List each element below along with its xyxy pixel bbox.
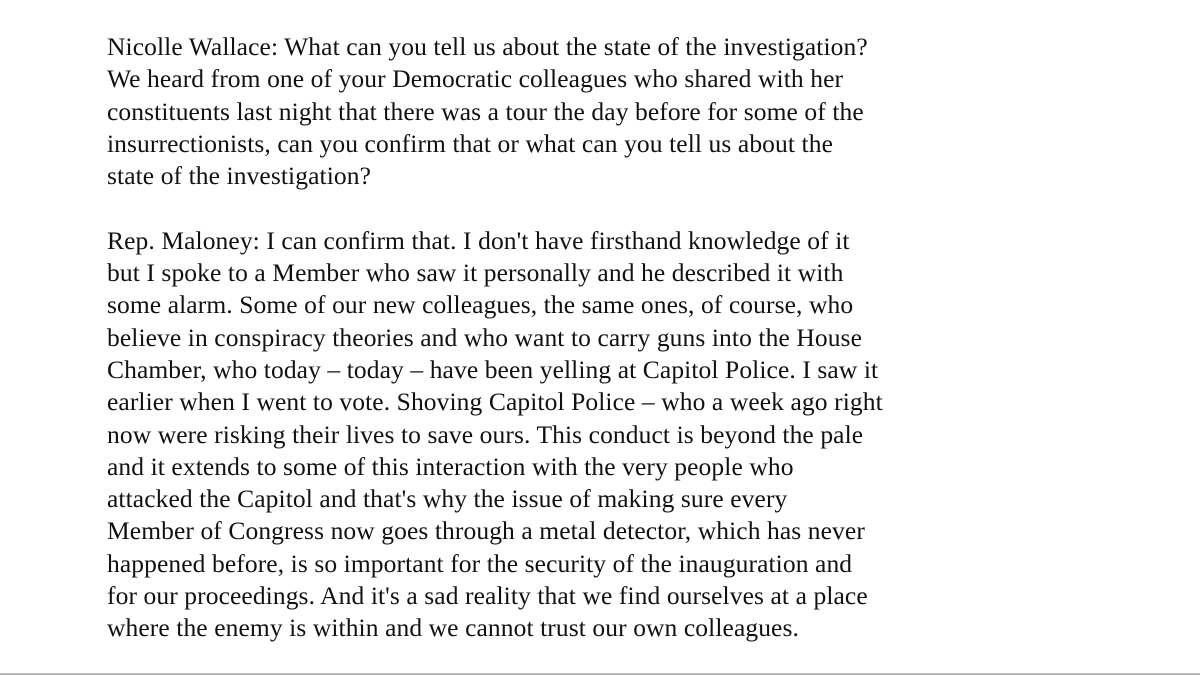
text-line: Chamber, who today – today – have been yelling at Capitol Police. I saw it — [107, 354, 879, 384]
text-line: insurrectionists, can you confirm that or what can you tell us about the — [107, 128, 833, 158]
text-line: state of the investigation? — [107, 161, 372, 191]
text-line: Member of Congress now goes through a metal detector, which has never — [107, 516, 865, 546]
text-line: and it extends to some of this interaction with the very people who — [107, 451, 794, 481]
paragraph-maloney-answer — [107, 225, 1107, 645]
text-line: believe in conspiracy theories and who want to carry guns into the House — [107, 322, 862, 352]
text-line: for our proceedings. And it's a sad reality that we find ourselves at a place — [107, 581, 868, 611]
text-line: but I spoke to a Member who saw it personally and he described it with — [107, 258, 844, 288]
paragraph-wallace-question — [107, 31, 1107, 192]
text-line: happened before, is so important for the security of the inauguration and — [107, 548, 853, 578]
text-line: some alarm. Some of our new colleagues, the same ones, of course, who — [107, 290, 854, 320]
text-line: Nicolle Wallace: What can you tell us about the state of the investigation? — [107, 32, 868, 61]
text-line: now were risking their lives to save ours. This conduct is beyond the pale — [107, 419, 864, 449]
transcript-text — [107, 31, 1107, 645]
text-line: We heard from one of your Democratic colleagues who shared with her — [107, 64, 844, 94]
text-line: earlier when I went to vote. Shoving Capitol Police – who a week ago right — [107, 387, 883, 417]
text-line: constituents last night that there was a tour the day before for some of the — [107, 96, 864, 126]
text-line: Rep. Maloney: I can confirm that. I don't have firsthand knowledge of it — [107, 225, 850, 255]
text-line: attacked the Capitol and that's why the issue of making sure every — [107, 484, 788, 514]
text-line: where the enemy is within and we cannot trust our own colleagues. — [107, 613, 799, 643]
